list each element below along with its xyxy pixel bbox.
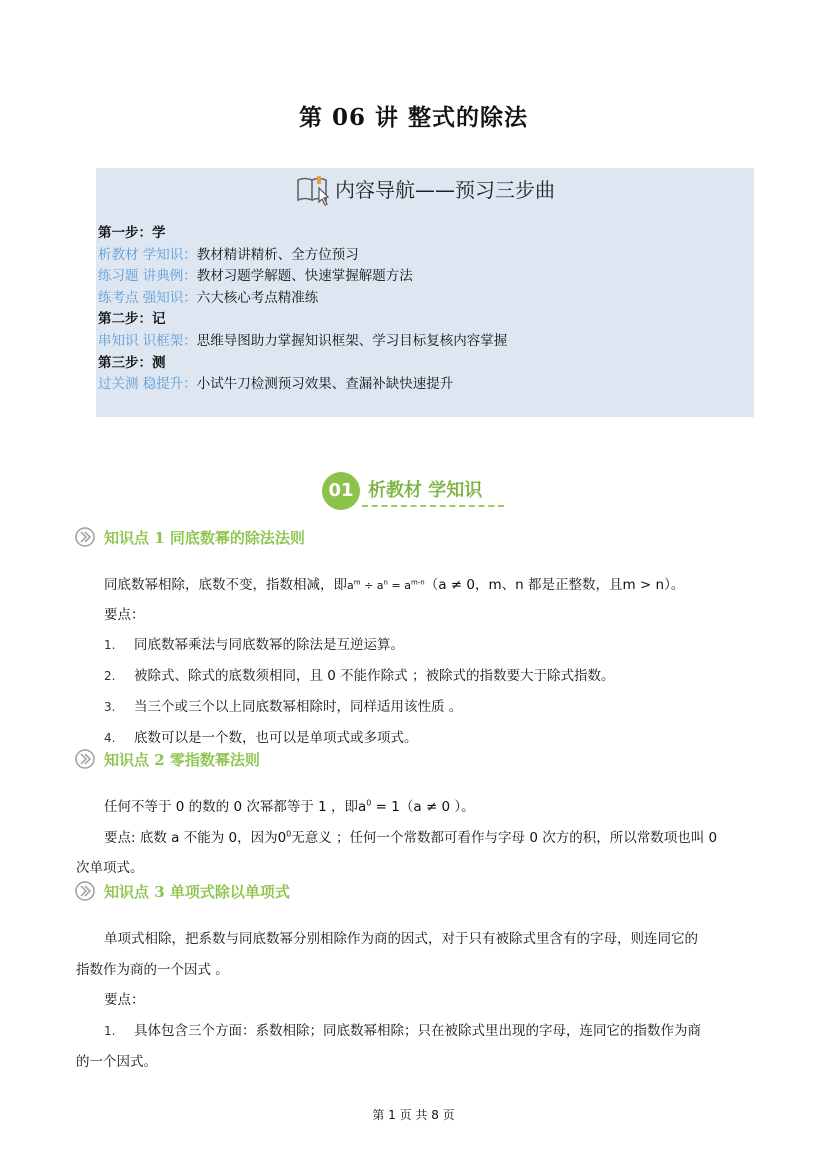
nav-step-item xyxy=(98,288,507,310)
kp1-rule xyxy=(104,573,684,593)
page-footer: 第 1 页 共 8 页 xyxy=(372,1108,455,1122)
nav-item-description: 教材习题学解题、快速掌握解题方法 xyxy=(196,268,413,285)
kp2-formula: $a^0$ xyxy=(358,798,372,815)
book-pointer-icon xyxy=(295,172,333,211)
nav-item-description: 思维导图助力掌握知识框架、学习目标复核内容掌握 xyxy=(196,332,508,349)
navigation-header xyxy=(96,172,754,211)
kp2-rule: 任何不等于 0 的数的 0 次幂都等于 1 ，即$a^0 = 1(a \ne 0$ ）。 xyxy=(104,798,475,815)
list-item: 3. 当三个或三个以上同底数幂相除时，同样适用该性质 。 xyxy=(104,699,463,715)
kp1-points-label: 要点： xyxy=(104,607,145,623)
kp3-rule-line2: 指数作为商的一个因式 。 xyxy=(76,962,229,978)
nav-item-label: 过关测 稳提升： xyxy=(98,376,197,393)
nav-step-item xyxy=(98,331,507,353)
nav-item-label: 练考点 强知识： xyxy=(98,289,197,306)
nav-step-item xyxy=(98,266,507,288)
list-item: 1. 具体包含三个方面：系数相除；同底数幂相除；只在被除式里出现的字母，连同它的指数作为商 xyxy=(104,1023,701,1039)
navigation-header-text: 内容导航——预习三步曲 xyxy=(335,178,555,202)
nav-item-label: 析教材 学知识： xyxy=(98,246,197,263)
section-underline xyxy=(362,505,504,507)
kp3-point1-continued: 的一个因式。 xyxy=(76,1054,157,1070)
list-item: 2. 被除式、除式的底数须相同，且 0 不能作除式 ；被除式的指数要大于除式指数。 xyxy=(104,668,615,684)
chevron-circle-icon xyxy=(74,880,96,906)
chevron-circle-icon xyxy=(74,526,96,552)
nav-item-description: 教材精讲精析、全方位预习 xyxy=(196,246,359,263)
chevron-circle-icon xyxy=(74,748,96,774)
nav-item-description: 六大核心考点精准练 xyxy=(196,289,319,306)
knowledge-point-2-title: 知识点 2 零指数幂法则 xyxy=(104,751,260,769)
section-number: 01 xyxy=(322,472,360,510)
nav-item-label: 练习题 讲典例： xyxy=(98,268,197,285)
nav-step-heading: 第一步：学 xyxy=(98,225,166,241)
kp1-rule-condition: （a ≠ 0，m、n 都是正整数，且m > n）。 xyxy=(424,577,685,593)
kp2-note-continued: 次单项式。 xyxy=(76,860,144,876)
kp3-points-label: 要点： xyxy=(104,992,145,1008)
knowledge-point-2-heading xyxy=(74,748,260,774)
knowledge-point-3-heading xyxy=(74,880,290,906)
list-item: 4. 底数可以是一个数，也可以是单项式或多项式。 xyxy=(104,730,418,746)
navigation-steps xyxy=(98,223,507,396)
nav-step-item xyxy=(98,245,507,267)
knowledge-point-1-title: 知识点 1 同底数幂的除法法则 xyxy=(104,529,305,547)
section-label: 析教材 学知识 xyxy=(368,480,483,501)
nav-step-heading: 第三步：测 xyxy=(98,354,166,371)
kp1-rule-text: 同底数幂相除，底数不变，指数相减，即 xyxy=(104,577,347,593)
nav-step-item xyxy=(98,374,507,396)
kp2-note: 要点: 底数 a 不能为 0，因为$0^0$无意义 ；任何一个常数都可看作与字母 0 次方的积，所以常数项也叫 0 xyxy=(104,829,718,846)
list-item: 1. 同底数幂乘法与同底数幂的除法是互逆运算。 xyxy=(104,637,404,653)
knowledge-point-3-title: 知识点 3 单项式除以单项式 xyxy=(104,883,290,901)
knowledge-point-1-heading xyxy=(74,526,305,552)
content-navigation-box xyxy=(96,168,754,417)
section-badge xyxy=(322,472,512,510)
kp1-formula: $a^m \div a^n = a^{m-n}$ xyxy=(347,578,425,592)
nav-step-heading: 第二步：记 xyxy=(98,311,166,328)
nav-item-label: 串知识 识框架： xyxy=(98,332,197,349)
nav-item-description: 小试牛刀检测预习效果、查漏补缺快速提升 xyxy=(196,376,454,393)
kp3-rule-line1: 单项式相除，把系数与同底数幂分别相除作为商的因式，对于只有被除式里含有的字母，则连同它的 xyxy=(104,931,698,947)
page-title: 第 06 讲 整式的除法 xyxy=(298,104,529,131)
